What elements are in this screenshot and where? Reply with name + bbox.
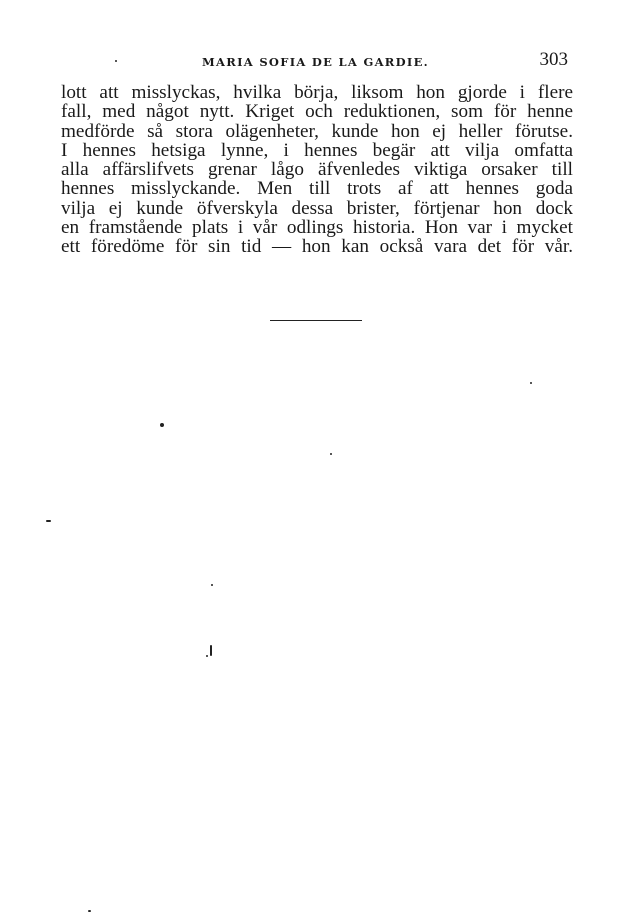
text-line: alla affärslifvets grenar lågo äfvenledes viktiga orsaker till [61,159,573,181]
scan-speck [160,423,164,427]
text-line: lott att misslyckas, hvilka börja, liksom hon gjorde i flere [61,82,573,103]
body-paragraph [61,83,573,257]
scan-speck [211,584,213,586]
text-line: I hennes hetsiga lynne, i hennes begär att vilja omfatta [61,139,573,161]
scan-speck [530,382,532,384]
text-line: hennes misslyckande. Men till trots af att hennes goda [61,178,573,200]
scan-speck [46,520,51,522]
scan-speck [115,60,117,62]
scan-speck [330,453,332,455]
scan-speck [206,655,208,657]
text-line: en framstående plats i vår odlings historia. Hon var i mycket [61,217,573,239]
text-line: fall, med något nytt. Kriget och reduktionen, som för henne [61,101,573,123]
text-line: medförde så stora olägenheter, kunde hon ej heller förutse. [61,120,573,142]
page-number: 303 [539,49,568,70]
scan-speck [88,910,91,912]
running-head [62,51,570,71]
text-line: ett föredöme för sin tid — hon kan också vara det för vår. [61,236,573,258]
running-title: MARIA SOFIA DE LA GARDIE. [202,55,429,69]
text-line: vilja ej kunde öfverskyla dessa brister, förtjenar hon dock [61,197,573,219]
section-end-rule [270,320,362,321]
scan-speck [210,645,212,656]
